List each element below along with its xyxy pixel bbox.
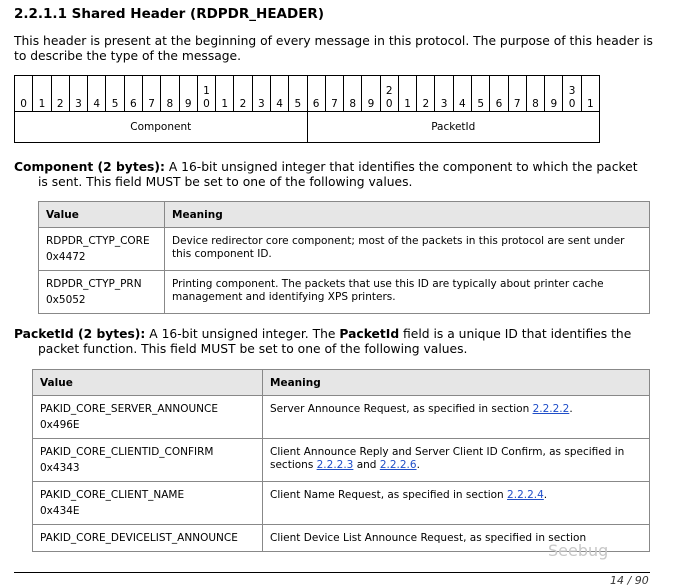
bit-number-cell: 3 [69, 76, 87, 112]
value-name: RDPDR_CTYP_CORE [46, 235, 150, 247]
page-number: 14 / 90 [610, 574, 649, 587]
bit-number-cell: 7 [508, 76, 526, 112]
bit-number-cell: 4 [453, 76, 471, 112]
bit-number-cell: 1 [33, 76, 51, 112]
bit-number-cell: 9 [362, 76, 380, 112]
col-header-value: Value [39, 202, 165, 228]
component-values-table [38, 201, 650, 314]
value-meaning: Printing component. The packets that use this ID are typically about printer cache management and identifying XPS printers. [165, 271, 650, 314]
value-code: 0x5052 [46, 294, 86, 306]
bit-number-cell: 2 0 [380, 76, 398, 112]
bit-number-cell: 3 [435, 76, 453, 112]
value-code: 0x496E [40, 419, 80, 431]
value-code: 0x4343 [40, 462, 80, 474]
bit-number-cell: 8 [344, 76, 362, 112]
bit-number-cell: 9 [179, 76, 197, 112]
component-desc-text: A 16-bit unsigned integer that identifies the component to which the packet [164, 160, 638, 174]
packetid-description [14, 327, 654, 357]
table-row [39, 228, 650, 271]
bit-number-cell: 3 [252, 76, 270, 112]
packetid-desc-bold: PacketId [339, 327, 400, 341]
section-link[interactable]: 2.2.2.2 [532, 403, 570, 415]
bit-number-cell: 2 [234, 76, 252, 112]
value-meaning: Client Name Request, as specified in section 2.2.2.4. [263, 482, 650, 525]
col-header-meaning: Meaning [165, 202, 650, 228]
table-row [33, 482, 650, 525]
bit-number-cell: 7 [325, 76, 343, 112]
value-code: 0x4472 [46, 251, 86, 263]
bit-number-cell: 5 [106, 76, 124, 112]
watermark-logo: Seebug [548, 541, 609, 560]
packetid-values-table [32, 369, 650, 552]
table-row [39, 271, 650, 314]
bit-number-cell: 2 [51, 76, 69, 112]
section-heading: 2.2.1.1 Shared Header (RDPDR_HEADER) [14, 6, 324, 22]
bit-number-cell: 4 [270, 76, 288, 112]
value-meaning: Device redirector core component; most of the packets in this protocol are sent under this component ID. [165, 228, 650, 271]
component-field-name: Component (2 bytes): [14, 160, 165, 174]
value-meaning: Client Device List Announce Request, as specified in section [263, 525, 650, 552]
component-desc-cont: is sent. This field MUST be set to one of the following values. [38, 175, 413, 189]
section-link[interactable]: 2.2.2.6 [379, 459, 417, 471]
bit-number-cell: 8 [161, 76, 179, 112]
col-header-value: Value [33, 370, 263, 396]
col-header-meaning: Meaning [263, 370, 650, 396]
packetid-field-name: PacketId (2 bytes): [14, 327, 146, 341]
bit-number-cell: 1 [216, 76, 234, 112]
value-name: PAKID_CORE_CLIENTID_CONFIRM [40, 446, 214, 458]
component-field-cell: Component [15, 112, 308, 143]
packetid-field-cell: PacketId [307, 112, 600, 143]
bit-number-cell: 4 [88, 76, 106, 112]
bit-number-cell: 6 [307, 76, 325, 112]
bit-number-cell: 1 [398, 76, 416, 112]
bit-number-cell: 0 [15, 76, 33, 112]
bit-number-cell: 5 [472, 76, 490, 112]
bit-number-cell: 2 [417, 76, 435, 112]
intro-paragraph: This header is present at the beginning of every message in this protocol. The purpose of this header is to describe the type of the message. [14, 34, 653, 63]
table-row [33, 396, 650, 439]
value-name: PAKID_CORE_SERVER_ANNOUNCE [40, 403, 218, 415]
value-meaning: Client Announce Reply and Server Client ID Confirm, as specified in sections 2.2.2.3 and 2.2.2.6. [263, 439, 650, 482]
packetid-desc-text-b: field is a unique ID that identifies the [399, 327, 632, 341]
bit-number-cell: 6 [124, 76, 142, 112]
table-row [33, 439, 650, 482]
value-name: PAKID_CORE_DEVICELIST_ANNOUNCE [40, 532, 238, 544]
value-name: RDPDR_CTYP_PRN [46, 278, 142, 290]
bit-number-cell: 6 [490, 76, 508, 112]
bit-number-cell: 8 [526, 76, 544, 112]
bit-field-diagram [14, 75, 600, 143]
component-description [14, 160, 654, 190]
bit-number-cell: 7 [142, 76, 160, 112]
bit-number-cell: 1 0 [197, 76, 215, 112]
value-meaning: Server Announce Request, as specified in section 2.2.2.2. [263, 396, 650, 439]
bit-number-cell: 5 [289, 76, 307, 112]
section-link[interactable]: 2.2.2.4 [507, 489, 544, 501]
value-name: PAKID_CORE_CLIENT_NAME [40, 489, 185, 501]
value-code: 0x434E [40, 505, 80, 517]
bit-number-cell: 1 [581, 76, 599, 112]
section-link[interactable]: 2.2.2.3 [316, 459, 354, 471]
packetid-desc-text-a: A 16-bit unsigned integer. The [145, 327, 340, 341]
packetid-desc-cont: packet function. This field MUST be set to one of the following values. [38, 342, 468, 356]
bit-number-cell: 9 [545, 76, 563, 112]
bit-number-cell: 3 0 [563, 76, 581, 112]
footer-divider [14, 572, 650, 573]
